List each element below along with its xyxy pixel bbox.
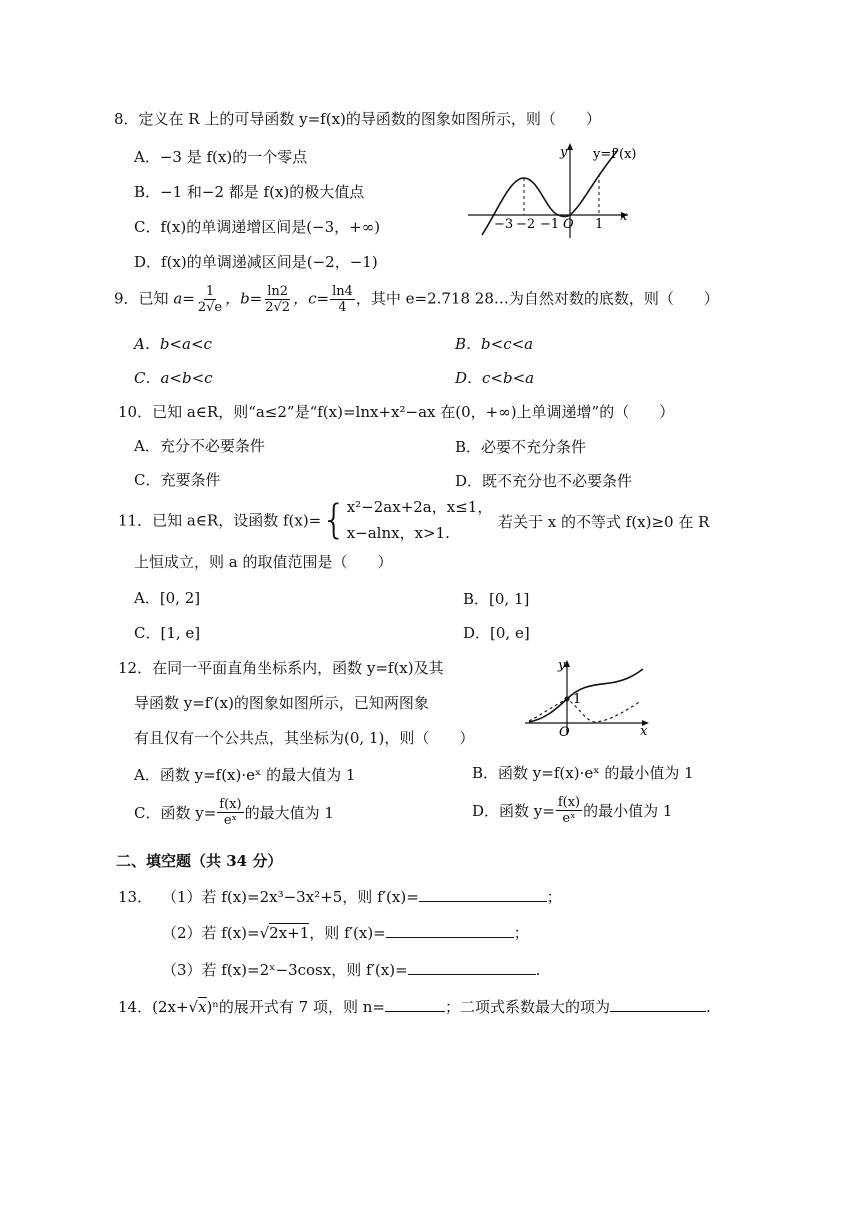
q14-blank-term[interactable] (610, 997, 706, 1012)
q11-option-c: C．[1, e] (134, 624, 201, 642)
q8-graph-x-label: x (620, 209, 628, 224)
q12-frac-c: $\frac{f(x)}{\text{eˣ}}$ (219, 797, 242, 828)
q8-graph-tick-neg1: −1 (540, 217, 560, 232)
q9-frac-a: $\frac{1}{2√e}$ (197, 284, 223, 315)
q8-graph-origin: O (563, 217, 574, 232)
section-2-heading: 二、填空题（共 34 分） (116, 852, 283, 870)
q14-sqrt-sign: √ (188, 998, 199, 1016)
q13-part2-blank[interactable] (386, 923, 514, 938)
q12-stem-line2: 导函数 y=f′(x)的图象如图所示，已知两图象 (134, 694, 429, 712)
q12-option-a: A．函数 y=f(x)·eˣ 的最大值为 1 (134, 766, 356, 784)
q14-stem: 14．(2x+√x)ⁿ的展开式有 7 项，则 n= ；二项式系数最大的项为 . (118, 998, 711, 1016)
q13-part1-blank[interactable] (419, 887, 547, 902)
q12-frac-d: $\frac{f(x)}{\text{eˣ}}$ (557, 795, 581, 826)
q11-option-a: A．[0, 2] (134, 589, 201, 607)
q9-frac-b: $\frac{\ln 2}{2√2}$ (265, 284, 291, 315)
q10-option-b: B．必要不充分条件 (455, 438, 587, 456)
q12-graph-x-label: x (640, 724, 648, 739)
q12-option-b: B．函数 y=f(x)·eˣ 的最小值为 1 (472, 764, 694, 782)
q12-option-d: D．函数 y= $\frac{f(x)}{\text{eˣ}}$ 的最小值为 1 (472, 795, 673, 826)
q13-part3: （3）若 f(x)=2ˣ−3cosx，则 f′(x)= . (162, 961, 541, 979)
q13-part2-sqrt-sign: √ (259, 924, 270, 942)
q9-stem: 9．已知 a= $\frac{1}{2√e}$ ，b= $\frac{\ln 2}{2√2}$ ，c= $\frac{\ln 4}{4}$ ，其中 e=2.718 28…为自然对数的底数，则（ ） (114, 284, 719, 315)
q14-blank-n[interactable] (385, 997, 445, 1012)
q13-part2: （2）若 f(x)=√2x+1，则 f′(x)= ； (162, 924, 529, 942)
q9-option-b: B．b<c<a (455, 335, 534, 353)
q9-option-a: A．b<a<c (134, 335, 212, 353)
q8-graph-y-label: y (560, 145, 568, 160)
q11-brace: { (321, 497, 347, 543)
q11-stem: 11．已知 a∈R，设函数 f(x)={ x²−2ax+2a，x≤1， x−alnx，x>1. (118, 494, 492, 546)
q11-stem-suffix: 若关于 x 的不等式 f(x)≥0 在 R (498, 513, 710, 531)
q12-graph-label-1: 1 (573, 692, 582, 707)
q9-option-d: D．c<b<a (455, 369, 535, 387)
q8-graph-tick-neg2: −2 (516, 217, 536, 232)
q8-option-a: A．−3 是 f(x)的一个零点 (134, 148, 308, 166)
q8-derivative-graph (468, 140, 638, 240)
q8-graph-tick-1: 1 (595, 217, 604, 232)
q9-frac-c: $\frac{\ln 4}{4}$ (332, 284, 353, 315)
q10-option-a: A．充分不必要条件 (134, 437, 265, 455)
q12-stem-line1: 12．在同一平面直角坐标系内，函数 y=f(x)及其 (118, 659, 444, 677)
q11-stem-line2: 上恒成立，则 a 的取值范围是（ ） (134, 553, 393, 571)
q13-part3-blank[interactable] (408, 960, 536, 975)
q10-option-c: C．充要条件 (134, 471, 221, 489)
q12-graph-origin: O (559, 725, 570, 740)
q12-stem-line3: 有且仅有一个公共点，其坐标为(0, 1)，则（ ） (134, 729, 475, 747)
q13-part1: （1）若 f(x)=2x³−3x²+5，则 f′(x)= ； (162, 888, 562, 906)
q8-stem: 8．定义在 R 上的可导函数 y=f(x)的导函数的图象如图所示，则（ ） (114, 110, 601, 128)
q11-option-d: D．[0, e] (463, 624, 530, 642)
q12-graph-y-label: y (558, 658, 566, 673)
q11-piecewise: x²−2ax+2a，x≤1， x−alnx，x>1. (346, 498, 493, 542)
q10-option-d: D．既不充分也不必要条件 (455, 472, 633, 490)
q8-option-b: B．−1 和−2 都是 f(x)的极大值点 (134, 183, 365, 201)
q10-stem: 10．已知 a∈R，则“a≤2”是“f(x)=lnx+x²−ax 在(0，+∞)上单调递增”的（ ） (118, 403, 675, 421)
q8-graph-title: y=f′(x) (593, 147, 637, 162)
q11-option-b: B．[0, 1] (463, 590, 530, 608)
q8-option-d: D．f(x)的单调递减区间是(−2，−1) (134, 253, 378, 271)
q12-function-graph (525, 655, 660, 740)
q8-graph-tick-neg3: −3 (494, 217, 514, 232)
q12-option-c: C．函数 y= $\frac{f(x)}{\text{eˣ}}$ 的最大值为 1 (134, 797, 334, 828)
q9-option-c: C．a<b<c (134, 369, 213, 387)
q8-option-c: C．f(x)的单调递增区间是(−3，+∞) (134, 218, 381, 236)
q13-label: 13． (118, 888, 153, 906)
